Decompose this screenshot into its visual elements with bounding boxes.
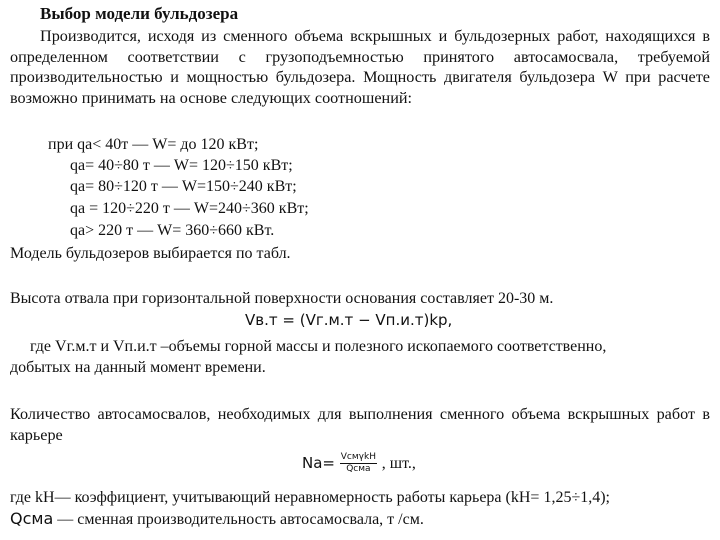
- page-title: Выбор модели бульдозера: [40, 4, 239, 23]
- formula-trucks-fraction: [340, 452, 377, 475]
- condition-2: qа= 40÷80 т — W= 120÷150 кВт;: [70, 157, 293, 174]
- productivity-symbol: Qсма: [10, 509, 54, 528]
- where-volume-line1: где Vг.м.т и Vп.и.т –объемы горной массы и полезного ископаемого соответственно,: [30, 338, 607, 355]
- formula-trucks-numerator: VсмγkН: [340, 452, 376, 462]
- condition-3: qа= 80÷120 т — W=150÷240 кВт;: [70, 178, 297, 195]
- formula-trucks-denominator: Qсма: [346, 464, 371, 474]
- formula-volume: Vв.т = (Vг.м.т − Vп.и.т)kр,: [245, 311, 453, 329]
- formula-trucks-unit: , шт.,: [381, 455, 416, 472]
- where-volume-line2: добытых на данный момент времени.: [10, 359, 266, 376]
- condition-4: qа = 120÷220 т — W=240÷360 кВт;: [70, 200, 309, 217]
- where-trucks-line2: [10, 509, 424, 530]
- where-trucks-line1: где kН— коэффициент, учитывающий неравномерность работы карьера (kН= 1,25÷1,4);: [10, 489, 610, 506]
- model-choice-text: Модель бульдозеров выбирается по табл.: [10, 245, 291, 262]
- formula-trucks: [302, 452, 416, 475]
- intro-paragraph: [10, 26, 710, 108]
- blade-height-text: Высота отвала при горизонтальной поверхности основания составляет 20-30 м.: [10, 290, 554, 307]
- productivity-description: — сменная производительность автосамосвала, т /см.: [57, 511, 424, 528]
- trucks-paragraph: Количество автосамосвалов, необходимых для выполнения сменного объема вскрышных работ в карьере: [10, 405, 710, 444]
- formula-trucks-lhs: Nа=: [302, 454, 335, 472]
- intro-text: Производится, исходя из сменного объема вскрышных и бульдозерных работ, находящихся в определенном соответствии с грузоподъемностью принятого автосамосвала, требуемой производительностью и мощностью бульдозера. Мощность двигателя бульдозера W при расчете возможно принимать на основе следующих соотношений:: [10, 27, 710, 107]
- condition-5: qа> 220 т — W= 360÷660 кВт.: [70, 222, 275, 239]
- condition-1: при qа< 40т — W= до 120 кВт;: [48, 136, 259, 153]
